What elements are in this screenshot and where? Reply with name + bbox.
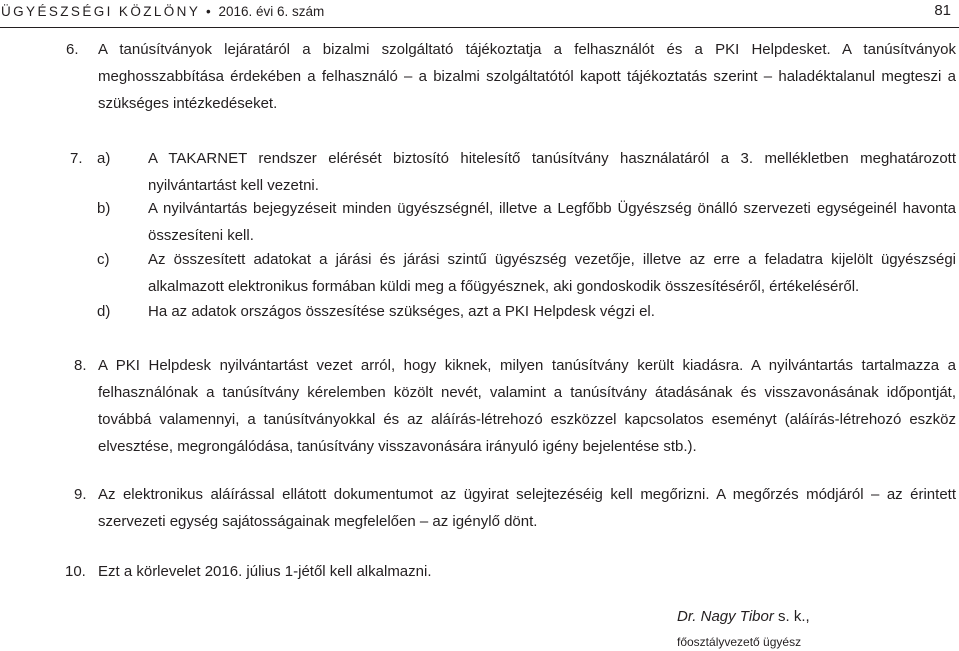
item-7d-text: Ha az adatok országos összesítése szükséges, azt a PKI Helpdesk végzi el.: [148, 303, 655, 320]
item-7c-text: Az összesített adatokat a járási és járási szintű ügyészség vezetője, illetve az erre a feladatra kijelölt ügyészségi alkalmazott elektronikus formában küldi meg a főügyésznek, aki gondoskodik összesítéséről, értékeléséről.: [148, 251, 956, 295]
item-7b-letter: b): [97, 200, 111, 217]
item-6-text: A tanúsítványok lejáratáról a bizalmi szolgáltató tájékoztatja a felhasználót és a PKI Helpdesket. A tanúsítványok meghosszabbítása érdekében a felhasználó – a bizalmi szolgáltatótól kapott tájékoztatás szerint – haladéktalanul megteszi a szükséges intézkedéseket.: [98, 41, 956, 112]
item-7a-letter: a): [97, 150, 111, 167]
item-7c-letter: c): [97, 251, 110, 268]
item-9-text: Az elektronikus aláírással ellátott dokumentumot az ügyirat selejtezéséig kell megőrizni. A megőrzés módjáról – az érintett szervezeti egység sajátosságainak megfelelően – az igénylő dönt.: [98, 486, 956, 530]
signatory-name: Dr. Nagy Tibor: [677, 608, 774, 625]
signature-suffix: s. k.,: [773, 608, 810, 625]
item-7-number: 7.: [70, 150, 83, 167]
item-10-number: 10.: [65, 563, 86, 580]
item-9-number: 9.: [74, 486, 87, 503]
issue-label: 2016. évi 6. szám: [218, 4, 325, 19]
signature-line: [677, 608, 810, 625]
journal-title: ÜGYÉSZSÉGI KÖZLÖNY: [1, 4, 201, 19]
header-separator: •: [206, 4, 211, 19]
item-10-text: Ezt a körlevelet 2016. július 1-jétől kell alkalmazni.: [98, 563, 432, 580]
item-7a-text: A TAKARNET rendszer elérését biztosító hitelesítő tanúsítvány használatáról a 3. mellékletben meghatározott nyilvántartást kell vezetni.: [148, 150, 956, 194]
item-7b-text: A nyilvántartás bejegyzéseit minden ügyészségnél, illetve a Legfőbb Ügyészség önálló szervezeti egységeinél havonta összesíteni kell.: [148, 200, 956, 244]
journal-header: [0, 0, 959, 28]
item-6-number: 6.: [66, 41, 79, 58]
item-7d-letter: d): [97, 303, 111, 320]
item-8-text: A PKI Helpdesk nyilvántartást vezet arról, hogy kiknek, milyen tanúsítvány került kiadásra. A nyilvántartás tartalmazza a felhasználónak a tanúsítvány kérelemben közölt nevét, valamint a tanúsítvány átadásának és visszavonásának időpontját, továbbá valamennyi, a tanúsítványokkal és az aláírás-létrehozó eszközzel kapcsolatos eseményt (aláírás-létrehozó eszköz elvesztése, megrongálódása, tanúsítvány visszavonására irányuló igény bejelentése stb.).: [98, 357, 956, 455]
header-left: [1, 4, 324, 19]
item-8-number: 8.: [74, 357, 87, 374]
signatory-title: főosztályvezető ügyész: [677, 635, 802, 649]
page-number: 81: [934, 2, 951, 19]
